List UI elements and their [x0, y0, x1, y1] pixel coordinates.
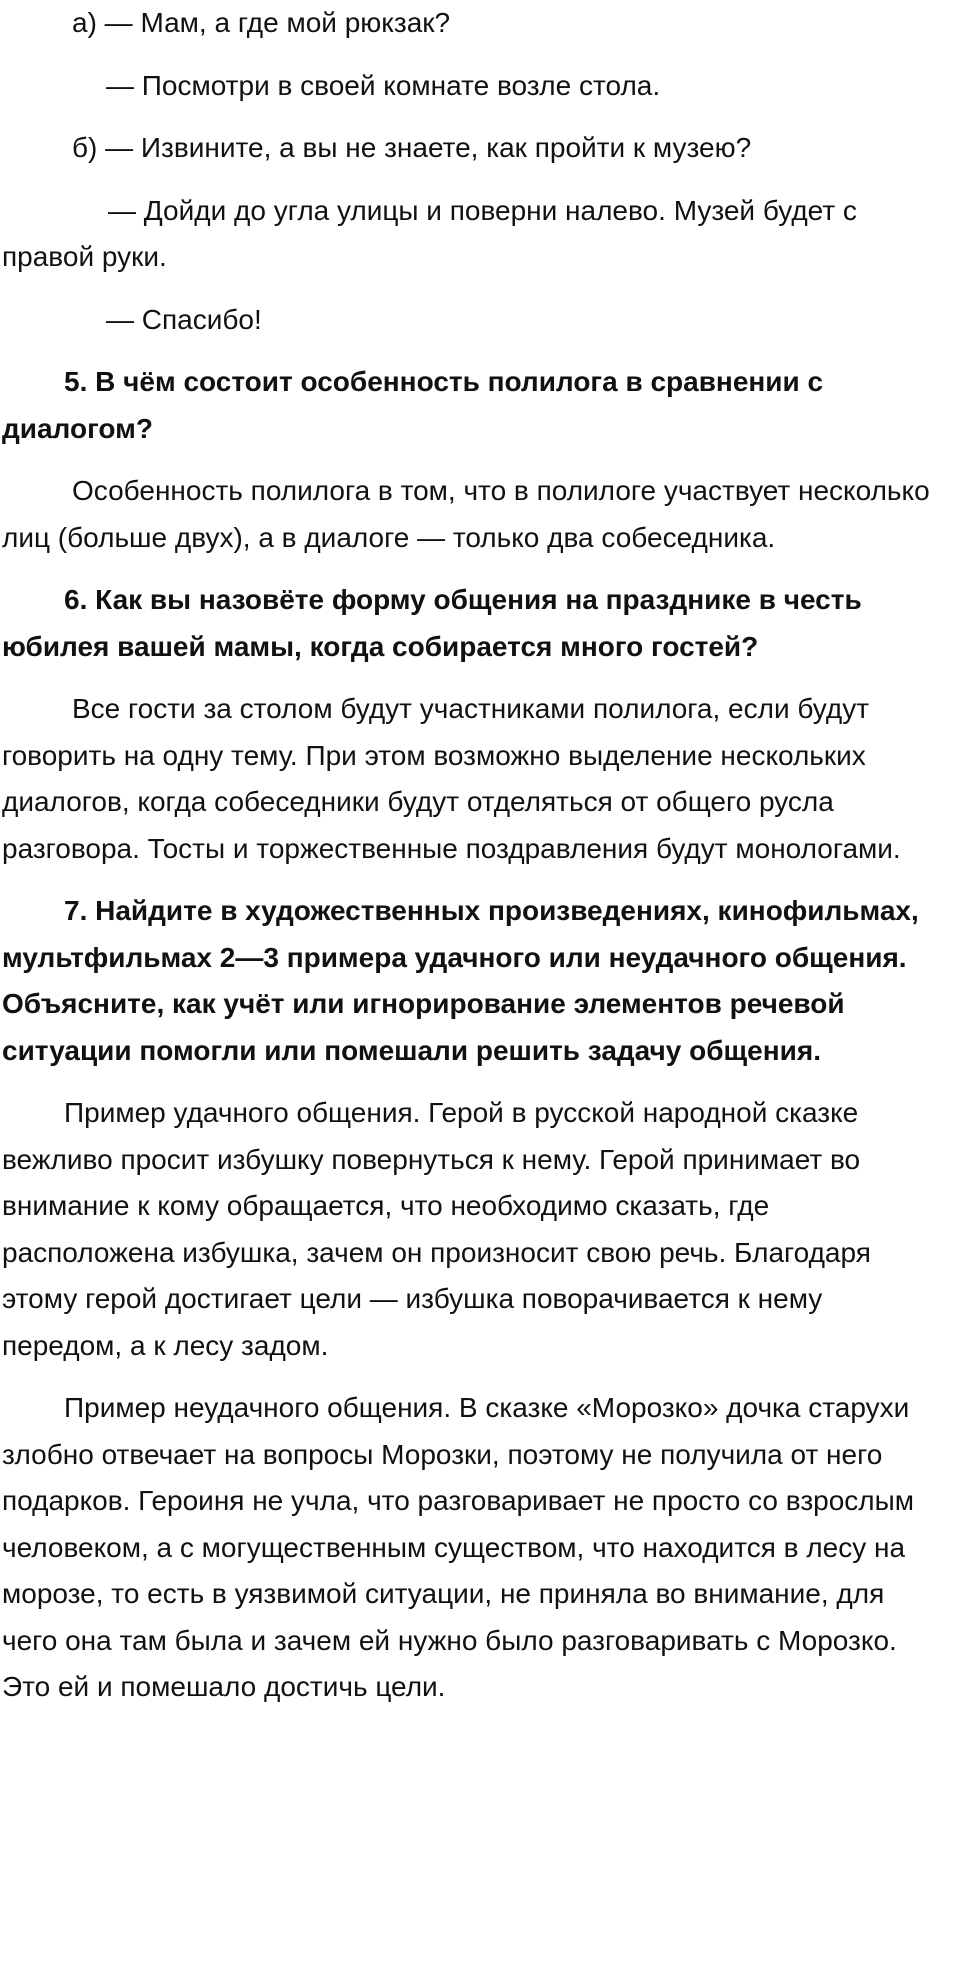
question-7: 7. Найдите в художественных произведениях, кинофильмах, мультфильмах 2—3 примера удачного или неудачного общения. Объясните, как учёт или игнорирование элементов речевой ситуации помогли или помешали решить задачу общения. [2, 895, 919, 1066]
dialogue-a-line-2: — Посмотри в своей комнате возле стола. [106, 69, 661, 101]
dialogue-b-line-3: — Спасибо! [106, 303, 262, 335]
answer-6: Все гости за столом будут участниками полилога, если будут говорить на одну тему. При этом возможно выделение нескольких диалогов, когда собеседники будут отделяться от общего русла разговора. Тосты и торжественные поздравления будут монологами. [2, 693, 901, 864]
answer-7-example-1: Пример удачного общения. Герой в русской народной сказке вежливо просит избушку повернуться к нему. Герой принимает во внимание к кому обращается, что необходимо сказать, где расположена избушка, зачем он произносит свою речь. Благодаря этому герой достигает цели — избушка поворачивается к нему передом, а к лесу задом. [2, 1097, 871, 1361]
answer-7-example-2: Пример неудачного общения. В сказке «Морозко» дочка старухи злобно отвечает на вопросы Морозки, поэтому не получила от него подарков. Героиня не учла, что разговаривает не просто со взрослым человеком, а с могущественным существом, что находится в лесу на морозе, то есть в уязвимой ситуации, не приняла во внимание, для чего она там была и зачем ей нужно было разговаривать с Морозко. Это ей и помешало достичь цели. [2, 1392, 915, 1702]
dialogue-a-line-1: а) — Мам, а где мой рюкзак? [72, 7, 451, 38]
dialogue-b-line-2: — Дойди до угла улицы и поверни налево. Музей будет с правой руки. [2, 194, 857, 272]
dialogue-b-line-1: б) — Извините, а вы не знаете, как пройти к музею? [72, 132, 752, 163]
question-6: 6. Как вы назовёте форму общения на празднике в честь юбилея вашей мамы, когда собирается много гостей? [2, 584, 862, 662]
question-5: 5. В чём состоит особенность полилога в сравнении с диалогом? [2, 366, 824, 444]
answer-5: Особенность полилога в том, что в полилоге участвует несколько лиц (больше двух), а в диалоге — только два собеседника. [2, 475, 930, 553]
